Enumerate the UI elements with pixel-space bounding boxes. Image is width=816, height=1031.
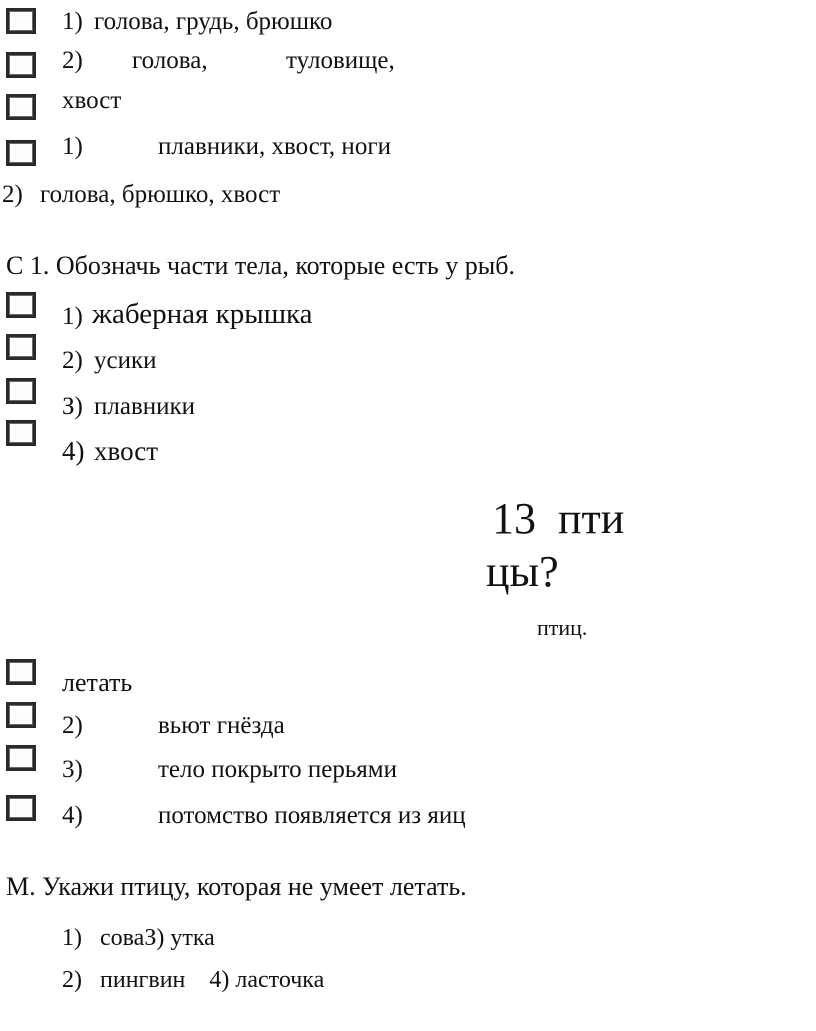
birds-title-line1: 13 пти <box>492 494 625 543</box>
checkbox-1[interactable] <box>6 8 36 34</box>
checkbox-fish-1[interactable] <box>6 292 36 318</box>
option-text: голова, <box>132 47 208 74</box>
birds-subtitle: птиц. <box>537 615 588 640</box>
option-text: вьют гнёзда <box>158 712 285 739</box>
birds-title-line2: цы? <box>486 547 559 596</box>
option-num: 1) <box>62 303 83 330</box>
option-num: 2) <box>2 181 23 208</box>
option-text: летать <box>62 668 133 697</box>
option-text: плавники <box>94 393 196 420</box>
option-text-continued: хвост <box>62 87 122 114</box>
option-text: соваЗ) утка <box>100 925 215 951</box>
option-text: голова, грудь, брюшко <box>94 8 333 35</box>
checkbox-fish-4[interactable] <box>6 420 36 446</box>
option-text: хвост <box>94 436 159 466</box>
option-text: потомство появляется из яиц <box>158 802 466 829</box>
option-num: 4) <box>62 802 83 829</box>
option-num: 2) <box>62 47 83 74</box>
option-num: 2) <box>62 712 83 739</box>
option-text-continued: туловище, <box>286 47 395 74</box>
option-text: голова, брюшко, хвост <box>40 181 281 208</box>
option-num: 4) <box>62 436 85 466</box>
option-num: 1) <box>62 925 82 951</box>
checkbox-bird-1[interactable] <box>6 659 36 685</box>
question-heading: С 1. Обозначь части тела, которые есть у рыб. <box>6 251 515 280</box>
checkbox-3[interactable] <box>6 94 36 120</box>
option-text: пингвин 4) ласточка <box>100 967 325 993</box>
checkbox-2[interactable] <box>6 52 36 78</box>
option-num: 2) <box>62 347 83 374</box>
option-text: плавники, хвост, ноги <box>158 133 391 160</box>
option-num: 2) <box>62 967 82 993</box>
checkbox-bird-2[interactable] <box>6 702 36 728</box>
option-text: жаберная крышка <box>92 298 313 330</box>
checkbox-bird-3[interactable] <box>6 745 36 771</box>
checkbox-4[interactable] <box>6 140 36 166</box>
option-text: тело покрыто перьями <box>158 756 397 783</box>
checkbox-fish-3[interactable] <box>6 378 36 404</box>
option-num: 1) <box>62 133 83 160</box>
checkbox-fish-2[interactable] <box>6 334 36 360</box>
option-num: З) <box>62 393 83 420</box>
option-text: усики <box>94 347 157 374</box>
option-num: 1) <box>62 8 83 35</box>
checkbox-bird-4[interactable] <box>6 795 36 821</box>
option-num: 3) <box>62 756 83 783</box>
question-heading: М. Укажи птицу, которая не умеет летать. <box>6 872 467 901</box>
